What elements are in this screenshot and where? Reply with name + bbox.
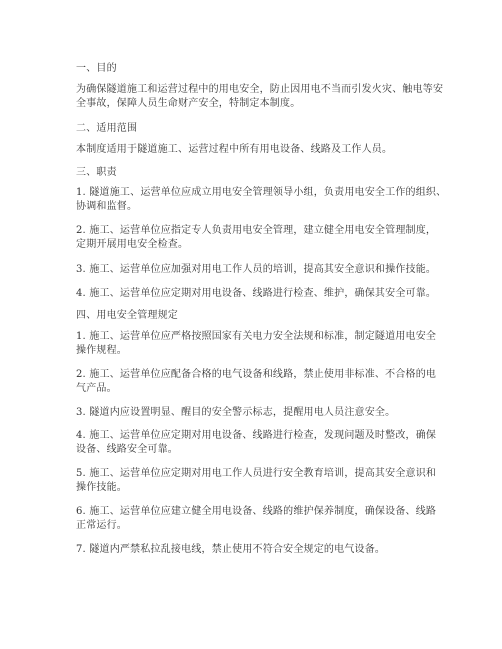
paragraph-line: 4. 施工、运营单位应定期对用电设备、线路进行检查、维护，确保其安全可靠。: [76, 288, 437, 299]
section-heading-scope: [76, 122, 456, 136]
paragraph-purpose: [76, 83, 456, 111]
list-item-duty-3: [76, 263, 456, 277]
paragraph-line: 操作技能。: [76, 482, 127, 493]
paragraph-line: 3. 隧道内应设置明显、醒目的安全警示标志，提醒用电人员注意安全。: [76, 407, 396, 418]
paragraph-line: 本制度适用于隧道施工、运营过程中所有用电设备、线路及工作人员。: [76, 144, 393, 155]
paragraph-line: 正常运行。: [76, 520, 127, 531]
section-heading-duties: [76, 166, 456, 180]
list-item-rule-1: [76, 330, 456, 358]
paragraph-line: 6. 施工、运营单位应建立健全用电设备、线路的维护保养制度，确保设备、线路: [76, 506, 437, 517]
list-item-duty-4: [76, 287, 456, 301]
paragraph-line: 定期开展用电安全检查。: [76, 239, 189, 250]
paragraph-line: 全事故，保障人员生命财产安全，特制定本制度。: [76, 98, 301, 109]
heading-text: 一、目的: [76, 63, 117, 74]
paragraph-line: 7. 隧道内严禁私拉乱接电线，禁止使用不符合安全规定的电气设备。: [76, 544, 386, 555]
list-item-rule-2: [76, 368, 456, 396]
paragraph-line: 气产品。: [76, 383, 117, 394]
paragraph-line: 2. 施工、运营单位应配备合格的电气设备和线路，禁止使用非标准、不合格的电: [76, 369, 437, 380]
heading-text: 三、职责: [76, 167, 117, 178]
paragraph-line: 4. 施工、运营单位应定期对用电设备、线路进行检查，发现问题及时整改，确保: [76, 430, 437, 441]
section-heading-purpose: [76, 62, 456, 76]
heading-text: 四、用电安全管理规定: [76, 310, 178, 321]
list-item-rule-6: [76, 505, 456, 533]
list-item-rule-7: [76, 543, 456, 557]
list-item-rule-5: [76, 467, 456, 495]
list-item-rule-4: [76, 429, 456, 457]
list-item-duty-1: [76, 186, 456, 214]
paragraph-line: 1. 隧道施工、运营单位应成立用电安全管理领导小组，负责用电安全工作的组织、: [76, 187, 447, 198]
paragraph-line: 2. 施工、运营单位应指定专人负责用电安全管理，建立健全用电安全管理制度，: [76, 225, 437, 236]
paragraph-line: 为确保隧道施工和运营过程中的用电安全，防止因用电不当而引发火灾、触电等安: [76, 84, 444, 95]
heading-text: 二、适用范围: [76, 123, 138, 134]
paragraph-scope: [76, 143, 456, 157]
paragraph-line: 3. 施工、运营单位应加强对用电工作人员的培训，提高其安全意识和操作技能。: [76, 264, 437, 275]
list-item-rule-3: [76, 406, 456, 420]
paragraph-line: 操作规程。: [76, 345, 127, 356]
paragraph-line: 1. 施工、运营单位应严格按照国家有关电力安全法规和标准，制定隧道用电安全: [76, 331, 437, 342]
section-heading-rules: [76, 309, 456, 323]
paragraph-line: 协调和监督。: [76, 201, 138, 212]
list-item-duty-2: [76, 224, 456, 252]
paragraph-line: 5. 施工、运营单位应定期对用电工作人员进行安全教育培训，提高其安全意识和: [76, 468, 437, 479]
paragraph-line: 设备、线路安全可靠。: [76, 444, 178, 455]
